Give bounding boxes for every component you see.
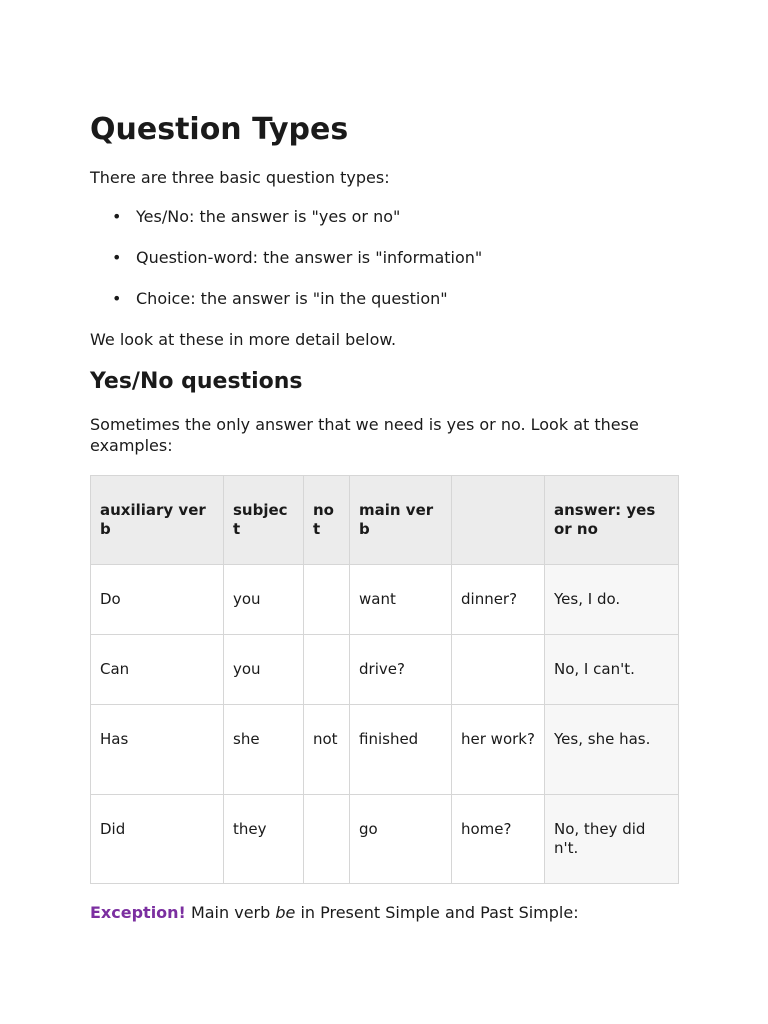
exception-label: Exception! <box>90 903 186 922</box>
examples-text: Sometimes the only answer that we need is yes or no. Look at these examples: <box>90 415 639 455</box>
list-item-text: Choice: the answer is "in the question" <box>136 289 448 308</box>
table-cell: her work? <box>452 705 545 795</box>
list-item <box>90 206 482 228</box>
column-header: auxiliary verb <box>91 476 224 565</box>
table-cell <box>304 795 350 884</box>
section-title: Yes/No questions <box>90 369 303 394</box>
table-cell: want <box>350 565 452 635</box>
detail-text: We look at these in more detail below. <box>90 330 397 349</box>
table-cell: finished <box>350 705 452 795</box>
table-cell <box>452 635 545 705</box>
table-cell: Has <box>91 705 224 795</box>
column-header: answer: yes or no <box>545 476 679 565</box>
exception-text-before: Main verb <box>185 903 276 922</box>
table-cell: drive? <box>350 635 452 705</box>
table-cell: not <box>304 705 350 795</box>
bullet-icon: • <box>112 289 122 308</box>
answer-cell: Yes, I do. <box>545 565 679 635</box>
table-row <box>91 635 679 705</box>
table-cell: she <box>224 705 304 795</box>
exception-emphasis: be <box>275 903 296 922</box>
exception-note <box>90 902 579 924</box>
table-row <box>91 705 679 795</box>
column-header: main verb <box>350 476 452 565</box>
table-cell: home? <box>452 795 545 884</box>
table-cell: Can <box>91 635 224 705</box>
table-header-row <box>91 476 679 565</box>
column-header <box>452 476 545 565</box>
answer-cell: No, I can't. <box>545 635 679 705</box>
column-header: subject <box>224 476 304 565</box>
bullet-icon: • <box>112 207 122 226</box>
table-cell <box>304 635 350 705</box>
table-cell: you <box>224 565 304 635</box>
list-item-text: Yes/No: the answer is "yes or no" <box>136 207 401 226</box>
intro-text: There are three basic question types: <box>90 168 390 187</box>
table-cell: Did <box>91 795 224 884</box>
answer-cell: No, they didn't. <box>545 795 679 884</box>
table-cell: you <box>224 635 304 705</box>
list-item <box>90 288 482 310</box>
table-cell <box>304 565 350 635</box>
question-types-list <box>90 206 482 329</box>
page-title: Question Types <box>90 112 349 147</box>
table-cell: they <box>224 795 304 884</box>
exception-text-after: in Present Simple and Past Simple: <box>295 903 579 922</box>
list-item <box>90 247 482 269</box>
column-header: not <box>304 476 350 565</box>
table-row <box>91 565 679 635</box>
bullet-icon: • <box>112 248 122 267</box>
table-row <box>91 795 679 884</box>
table-cell: dinner? <box>452 565 545 635</box>
table-cell: Do <box>91 565 224 635</box>
yes-no-examples-table <box>90 475 679 884</box>
list-item-text: Question-word: the answer is "information" <box>136 248 483 267</box>
answer-cell: Yes, she has. <box>545 705 679 795</box>
table-cell: go <box>350 795 452 884</box>
